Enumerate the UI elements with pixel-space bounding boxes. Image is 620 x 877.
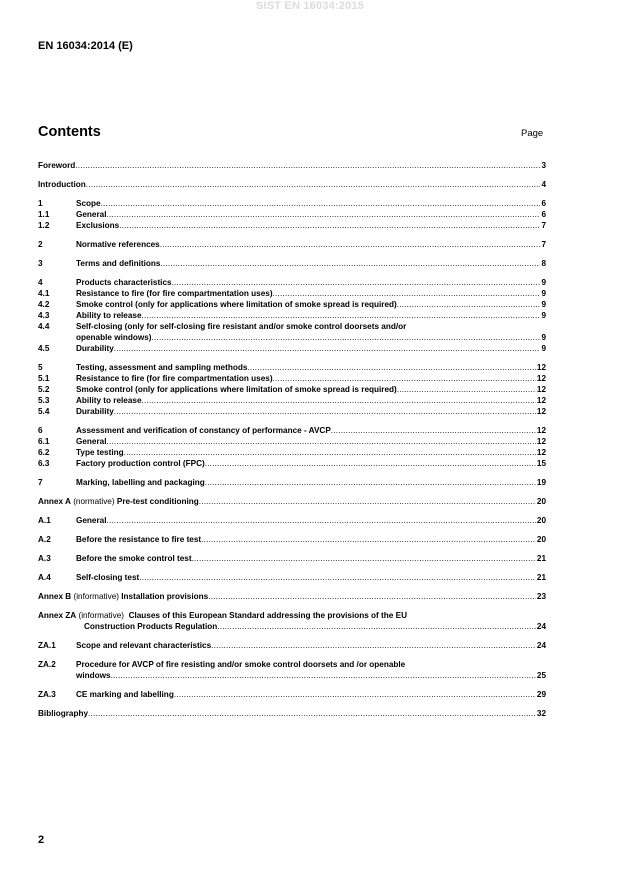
toc-page: 12 bbox=[536, 374, 546, 383]
toc-title: Exclusions bbox=[76, 221, 120, 230]
toc-page: 9 bbox=[541, 333, 546, 342]
toc-number: 5.4 bbox=[38, 407, 50, 416]
toc-entry-6-3[interactable] bbox=[38, 458, 546, 469]
annex-label: Annex ZA bbox=[38, 611, 77, 620]
toc-title: CE marking and labelling bbox=[76, 690, 174, 699]
toc-number: 4.3 bbox=[38, 311, 50, 320]
toc-entry-7[interactable] bbox=[38, 477, 546, 488]
dot-leader bbox=[152, 332, 542, 343]
toc-page: 32 bbox=[536, 709, 546, 718]
toc-entry-3[interactable] bbox=[38, 258, 546, 269]
dot-leader bbox=[192, 553, 536, 564]
toc-title: Foreword bbox=[38, 161, 76, 170]
toc-number: 6.3 bbox=[38, 459, 50, 468]
toc-number: 5.2 bbox=[38, 385, 50, 394]
dot-leader bbox=[107, 515, 536, 526]
toc-number: 6.1 bbox=[38, 437, 50, 446]
toc-entry-4-1[interactable] bbox=[38, 288, 546, 299]
contents-heading: Contents bbox=[38, 124, 101, 140]
toc-page: 12 bbox=[536, 407, 546, 416]
toc-title: Marking, labelling and packaging bbox=[76, 478, 205, 487]
dot-leader bbox=[172, 277, 541, 288]
dot-leader bbox=[142, 310, 541, 321]
toc-entry-a-3[interactable] bbox=[38, 553, 546, 564]
toc-page: 9 bbox=[541, 278, 546, 287]
dot-leader bbox=[114, 343, 541, 354]
toc-entry-6[interactable] bbox=[38, 425, 546, 436]
dot-leader bbox=[160, 239, 541, 250]
toc-entry-bibliography[interactable] bbox=[38, 708, 546, 719]
toc-title: Procedure for AVCP of fire resisting and/or smoke control doorsets and /or openable bbox=[76, 660, 406, 669]
toc-number: 5.3 bbox=[38, 396, 50, 405]
toc-title: General bbox=[76, 516, 107, 525]
dot-leader bbox=[75, 160, 540, 171]
toc-page: 29 bbox=[536, 690, 546, 699]
toc-number: 5 bbox=[38, 363, 43, 372]
toc-entry-5-4[interactable] bbox=[38, 406, 546, 417]
toc-page: 9 bbox=[541, 344, 546, 353]
dot-leader bbox=[124, 447, 536, 458]
toc-entry-2[interactable] bbox=[38, 239, 546, 250]
toc-title: Type testing bbox=[76, 448, 124, 457]
toc-title: Installation provisions bbox=[121, 592, 209, 601]
toc-page: 20 bbox=[536, 497, 546, 506]
toc-title: Durability bbox=[76, 344, 114, 353]
toc-title: Before the smoke control test bbox=[76, 554, 192, 563]
toc-entry-6-2[interactable] bbox=[38, 447, 546, 458]
dot-leader bbox=[273, 373, 536, 384]
dot-leader bbox=[205, 477, 536, 488]
toc-title: General bbox=[76, 210, 107, 219]
toc-page: 24 bbox=[536, 641, 546, 650]
toc-entry-a-4[interactable] bbox=[38, 572, 546, 583]
toc-title: Before the resistance to fire test bbox=[76, 535, 202, 544]
toc-page: 9 bbox=[541, 300, 546, 309]
dot-leader bbox=[397, 299, 541, 310]
dot-leader bbox=[111, 670, 537, 681]
toc-title: General bbox=[76, 437, 107, 446]
document-id: EN 16034:2014 (E) bbox=[38, 40, 133, 52]
toc-title: Testing, assessment and sampling methods bbox=[76, 363, 248, 372]
annex-type: (informative) bbox=[78, 611, 124, 620]
dot-leader bbox=[101, 198, 541, 209]
dot-leader bbox=[114, 406, 536, 417]
toc-page: 25 bbox=[536, 671, 546, 680]
annex-label: Annex A bbox=[38, 497, 71, 506]
toc-page: 23 bbox=[536, 592, 546, 601]
toc-number: 1.1 bbox=[38, 210, 50, 219]
toc-title: Scope and relevant characteristics bbox=[76, 641, 212, 650]
toc-number: A.4 bbox=[38, 573, 51, 582]
toc-page: 12 bbox=[536, 426, 546, 435]
toc-entry-4-2[interactable] bbox=[38, 299, 546, 310]
toc-entry-4-4[interactable] bbox=[38, 321, 546, 343]
annex-type: (normative) bbox=[73, 497, 115, 506]
dot-leader bbox=[119, 220, 540, 231]
dot-leader bbox=[208, 591, 536, 602]
toc-page: 9 bbox=[541, 289, 546, 298]
toc-title: Self-closing (only for self-closing fire resistant and/or smoke control doorsets and/or bbox=[76, 322, 407, 331]
toc-entry-5-1[interactable] bbox=[38, 373, 546, 384]
dot-leader bbox=[211, 640, 536, 651]
toc-page: 12 bbox=[536, 363, 546, 372]
toc-page: 12 bbox=[536, 385, 546, 394]
toc-title: Pre-test conditioning bbox=[116, 497, 199, 506]
toc-entry-4-5[interactable] bbox=[38, 343, 546, 354]
dot-leader bbox=[397, 384, 536, 395]
toc-number: ZA.2 bbox=[38, 660, 56, 669]
toc-page: 6 bbox=[541, 199, 546, 208]
toc-title: Products characteristics bbox=[76, 278, 172, 287]
toc-entry-za-2[interactable] bbox=[38, 659, 546, 681]
toc-number: 7 bbox=[38, 478, 43, 487]
toc-title: Resistance to fire (for fire compartmentation uses) bbox=[76, 289, 273, 298]
dot-leader bbox=[205, 458, 536, 469]
toc-entry-annex-b[interactable] bbox=[38, 591, 546, 602]
toc-page: 12 bbox=[536, 437, 546, 446]
toc-entry-5-3[interactable] bbox=[38, 395, 546, 406]
dot-leader bbox=[88, 708, 536, 719]
toc-number: 4.1 bbox=[38, 289, 50, 298]
toc-page: 12 bbox=[536, 396, 546, 405]
toc-title: Resistance to fire (for fire compartmentation uses) bbox=[76, 374, 273, 383]
toc-page: 3 bbox=[541, 161, 546, 170]
toc-entry-6-1[interactable] bbox=[38, 436, 546, 447]
toc-entry-1-2[interactable] bbox=[38, 220, 546, 231]
toc-number: ZA.3 bbox=[38, 690, 56, 699]
toc-number: 4.4 bbox=[38, 322, 50, 331]
toc-entry-5[interactable] bbox=[38, 362, 546, 373]
toc-title: Clauses of this European Standard addressing the provisions of the EU bbox=[128, 611, 407, 620]
toc-entry-5-2[interactable] bbox=[38, 384, 546, 395]
toc-title-continued: openable windows) bbox=[76, 333, 152, 342]
toc-page: 7 bbox=[541, 240, 546, 249]
toc-title: Smoke control (only for applications where limitation of smoke spread is required) bbox=[76, 300, 397, 309]
toc-page: 6 bbox=[541, 210, 546, 219]
dot-leader bbox=[142, 395, 536, 406]
toc-number: 4 bbox=[38, 278, 43, 287]
toc-entry-annex-a[interactable] bbox=[38, 496, 546, 507]
toc-title: Self-closing test bbox=[76, 573, 140, 582]
toc-title: Smoke control (only for applications where limitation of smoke spread is required) bbox=[76, 385, 397, 394]
toc-number: 1.2 bbox=[38, 221, 50, 230]
toc-number: ZA.1 bbox=[38, 641, 56, 650]
page-number: 2 bbox=[38, 834, 45, 846]
toc-number: 4.5 bbox=[38, 344, 50, 353]
toc-page: 9 bbox=[541, 311, 546, 320]
toc-title: Ability to release bbox=[76, 311, 142, 320]
toc-entry-foreword[interactable] bbox=[38, 160, 546, 171]
toc-page: 12 bbox=[536, 448, 546, 457]
toc-title: Scope bbox=[76, 199, 101, 208]
watermark: SIST EN 16034:2015 bbox=[255, 0, 365, 12]
dot-leader bbox=[199, 496, 536, 507]
table-of-contents bbox=[38, 160, 546, 719]
dot-leader bbox=[217, 621, 537, 632]
dot-leader bbox=[201, 534, 536, 545]
toc-page: 7 bbox=[541, 221, 546, 230]
toc-number: 6.2 bbox=[38, 448, 50, 457]
toc-page: 21 bbox=[536, 554, 546, 563]
toc-entry-za-3[interactable] bbox=[38, 689, 546, 700]
toc-title-continued: Construction Products Regulation bbox=[84, 622, 218, 631]
toc-entry-za-1[interactable] bbox=[38, 640, 546, 651]
dot-leader bbox=[107, 436, 536, 447]
page-column-label: Page bbox=[521, 128, 544, 139]
dot-leader bbox=[174, 689, 536, 700]
toc-entry-a-1[interactable] bbox=[38, 515, 546, 526]
toc-number: A.2 bbox=[38, 535, 51, 544]
toc-number: 2 bbox=[38, 240, 43, 249]
toc-title: Factory production control (FPC) bbox=[76, 459, 205, 468]
toc-number: 6 bbox=[38, 426, 43, 435]
annex-label: Annex B bbox=[38, 592, 72, 601]
toc-number: A.1 bbox=[38, 516, 51, 525]
toc-entry-1-1[interactable] bbox=[38, 209, 546, 220]
toc-number: 1 bbox=[38, 199, 43, 208]
toc-title: Bibliography bbox=[38, 709, 89, 718]
dot-leader bbox=[139, 572, 536, 583]
toc-number: 3 bbox=[38, 259, 43, 268]
dot-leader bbox=[331, 425, 536, 436]
toc-entry-annex-za[interactable] bbox=[38, 610, 546, 632]
toc-number: A.3 bbox=[38, 554, 51, 563]
dot-leader bbox=[107, 209, 541, 220]
toc-title: Normative references bbox=[76, 240, 160, 249]
toc-entry-4[interactable] bbox=[38, 277, 546, 288]
dot-leader bbox=[273, 288, 541, 299]
toc-page: 20 bbox=[536, 535, 546, 544]
toc-page: 4 bbox=[541, 180, 546, 189]
dot-leader bbox=[160, 258, 540, 269]
toc-title: Ability to release bbox=[76, 396, 142, 405]
toc-title-continued: windows bbox=[76, 671, 111, 680]
toc-title: Assessment and verification of constancy of performance - AVCP bbox=[76, 426, 331, 435]
toc-title: Durability bbox=[76, 407, 114, 416]
toc-entry-4-3[interactable] bbox=[38, 310, 546, 321]
dot-leader bbox=[86, 179, 541, 190]
toc-page: 8 bbox=[541, 259, 546, 268]
toc-title: Introduction bbox=[38, 180, 86, 189]
toc-entry-a-2[interactable] bbox=[38, 534, 546, 545]
toc-page: 19 bbox=[536, 478, 546, 487]
toc-title: Terms and definitions bbox=[76, 259, 161, 268]
toc-entry-introduction[interactable] bbox=[38, 179, 546, 190]
dot-leader bbox=[247, 362, 536, 373]
toc-number: 4.2 bbox=[38, 300, 50, 309]
toc-entry-1[interactable] bbox=[38, 198, 546, 209]
annex-type: (informative) bbox=[73, 592, 119, 601]
toc-page: 24 bbox=[536, 622, 546, 631]
toc-page: 20 bbox=[536, 516, 546, 525]
toc-page: 15 bbox=[536, 459, 546, 468]
toc-page: 21 bbox=[536, 573, 546, 582]
toc-number: 5.1 bbox=[38, 374, 50, 383]
